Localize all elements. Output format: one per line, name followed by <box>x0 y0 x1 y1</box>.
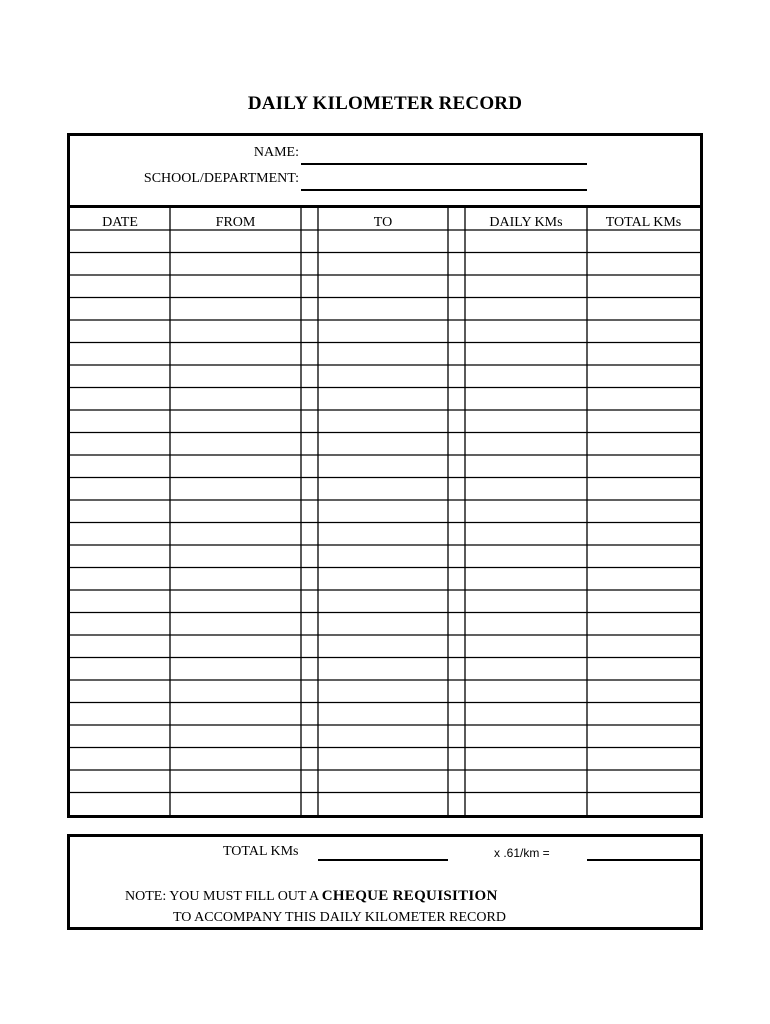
kilometer-table <box>67 205 703 818</box>
form-title: DAILY KILOMETER RECORD <box>247 93 523 114</box>
col-header-total-kms: TOTAL KMs <box>605 215 682 230</box>
rate-label: x .61/km = <box>494 846 550 860</box>
total-kms-label: TOTAL KMs <box>223 844 299 859</box>
col-header-daily-kms: DAILY KMs <box>489 215 563 230</box>
note-bold-text: CHEQUE REQUISITION <box>321 888 498 904</box>
note-line-2: TO ACCOMPANY THIS DAILY KILOMETER RECORD <box>173 910 506 925</box>
note-prefix: NOTE: YOU MUST FILL OUT A <box>125 889 322 904</box>
total-kms-field[interactable] <box>318 859 448 861</box>
header-section <box>67 133 703 208</box>
name-field[interactable] <box>301 163 587 165</box>
school-department-field[interactable] <box>301 189 587 191</box>
summary-section <box>67 834 703 930</box>
col-header-to: TO <box>373 215 393 230</box>
reimbursement-field[interactable] <box>587 859 700 861</box>
school-department-label: SCHOOL/DEPARTMENT: <box>143 171 299 186</box>
note-line-1 <box>125 888 498 905</box>
col-header-date: DATE <box>102 215 138 230</box>
table-grid <box>70 208 700 815</box>
name-label: NAME: <box>253 145 299 160</box>
col-header-from: FROM <box>215 215 256 230</box>
